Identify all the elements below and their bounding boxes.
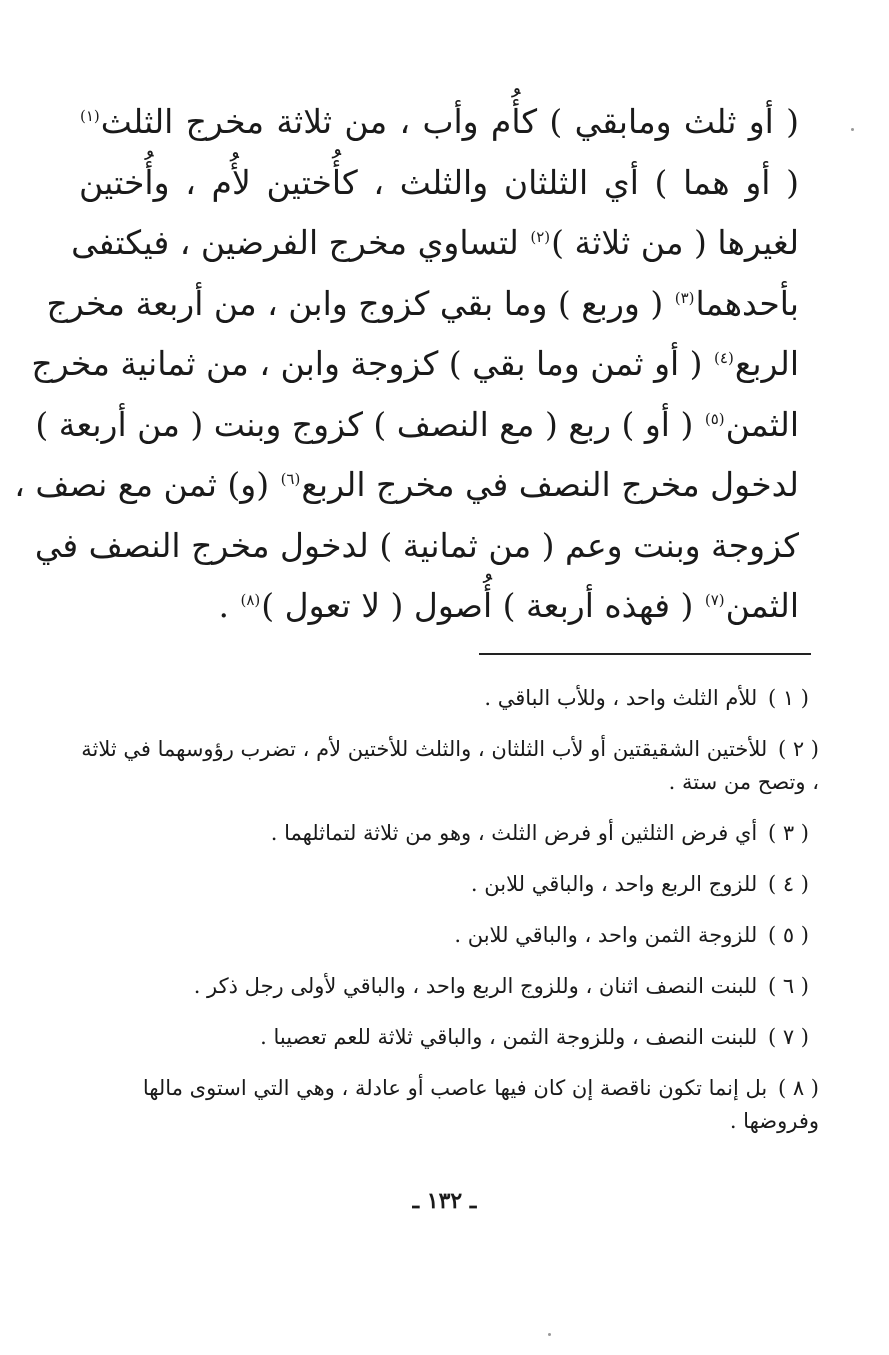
main-line-1: ( أو ثلث ومابقي ) كأُم وأب ، من ثلاثة مخرج الثلث$^{(١)}$ [80,102,799,141]
footnote-number: ( ٤ ) [767,872,809,896]
footnote-number: ( ١ ) [767,686,809,710]
main-line-9: الثمن$^{(٧)}$ ( فهذه أربعة ) أُصول ( لا تعول )$^{(٨)}$ . [218,586,799,625]
footnote-8 [79,1072,819,1138]
footnote-text: أي فرض الثلثين أو فرض الثلث ، وهو من ثلاثة لتماثلهما . [270,821,758,845]
footnote-number: ( ٥ ) [767,923,809,947]
footnote-6 [79,970,809,1003]
footnote-text: للأختين الشقيقتين أو لأب الثلثان ، والثلث للأختين لأم ، تضرب رؤوسهما في ثلاثة ، وتصح من ستة . [81,737,819,794]
main-text-body [14,92,799,637]
scan-speck [851,128,854,131]
footnote-text: للزوجة الثمن واحد ، والباقي للابن . [454,923,758,947]
main-line-4: بأحدهما$^{(٣)}$ ( وربع ) وما بقي كزوج وابن ، من أربعة مخرج [46,283,799,323]
footnote-2 [79,733,819,799]
footnote-ref-6: (٦) [280,470,301,488]
main-line-5: الربع$^{(٤)}$ ( أو ثمن وما بقي ) كزوجة وابن ، من ثمانية مخرج [31,344,799,383]
footnotes-section [79,682,819,1156]
footnote-5 [79,919,809,952]
footnote-4 [79,868,809,901]
scan-speck [548,1333,551,1336]
footnote-ref-7: (٧) [704,591,725,609]
footnote-text: للزوج الربع واحد ، والباقي للابن . [470,872,758,896]
main-line-6: الثمن$^{(٥)}$ ( أو ) ربع ( مع النصف ) كزوج وبنت ( من أربعة ) [35,404,799,444]
footnote-1 [79,682,809,715]
footnote-text: للبنت النصف اثنان ، وللزوج الربع واحد ، والباقي لأولى رجل ذكر . [193,974,758,998]
footnote-number: ( ٣ ) [767,821,809,845]
main-line-7: لدخول مخرج النصف في مخرج الربع$^{(٦)}$ (و) ثمن مع نصف ، [14,465,799,504]
footnote-ref-8: (٨) [240,591,261,609]
footnote-text: بل إنما تكون ناقصة إن كان فيها عاصب أو عادلة ، وهي التي استوى مالها وفروضها . [142,1076,819,1133]
page-number: ـ ١٣٢ ـ [412,1188,477,1214]
footnote-text: للأم الثلث واحد ، وللأب الباقي . [484,686,758,710]
footnote-number: ( ٦ ) [767,974,809,998]
footnote-ref-1: (١) [80,107,100,125]
footnote-ref-4: (٤) [714,349,734,367]
main-line-2: ( أو هما ) أي الثلثان والثلث ، كأُختين لأُم ، وأُختين [79,162,799,202]
footnote-ref-3: (٣) [674,288,695,307]
footnote-separator-rule [479,653,811,655]
footnote-7 [79,1021,809,1054]
footnote-text: للبنت النصف ، وللزوجة الثمن ، والباقي ثلاثة للعم تعصيبا . [260,1025,758,1049]
footnote-3 [79,817,809,850]
main-line-8: كزوجة وبنت وعم ( من ثمانية ) لدخول مخرج النصف في [34,525,799,565]
main-line-3: لغيرها ( من ثلاثة )$^{(٢)}$ لتساوي مخرج الفرضين ، فيكتفى [71,223,799,262]
footnote-number: ( ٨ ) [777,1076,819,1100]
footnote-number: ( ٢ ) [777,737,819,761]
footnote-number: ( ٧ ) [767,1025,809,1049]
footnote-ref-2: (٢) [530,228,551,246]
footnote-ref-5: (٥) [704,409,725,428]
